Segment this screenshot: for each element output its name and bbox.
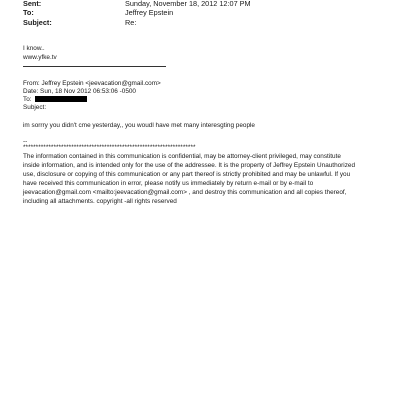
- quoted-subject: Subject:: [23, 104, 47, 111]
- disclaimer-separator: ********************************************************************: [23, 144, 196, 151]
- confidentiality-disclaimer: [23, 152, 373, 206]
- reply-line-1: I know..: [23, 45, 45, 52]
- reply-link[interactable]: www.yfke.tv: [23, 54, 57, 61]
- quoted-body: im sorrry you didn't cme yesterday,, you woudl have met many interesgting people: [23, 122, 255, 129]
- signature-dashes: --: [23, 138, 28, 145]
- subject-label: Subject:: [23, 18, 52, 27]
- sent-value: Sunday, November 18, 2012 12:07 PM: [125, 0, 251, 8]
- quoted-from: From: Jeffrey Epstein <jeevacation@gmail.com>: [23, 80, 161, 87]
- to-value: Jeffrey Epstein: [125, 8, 174, 17]
- disclaimer-line: including all attachments. copyright -all rights reserved: [23, 198, 177, 205]
- subject-row: [23, 18, 393, 29]
- disclaimer-line: have received this communication in error, please notify us immediately by return e-mail or by e-mail to: [23, 180, 314, 187]
- disclaimer-line: The information contained in this communication is confidential, may be attorney-client privileged, may constitute: [23, 153, 341, 160]
- subject-value: Re:: [125, 18, 137, 27]
- quoted-to-label: To:: [23, 96, 32, 103]
- quoted-date: Date: Sun, 18 Nov 2012 06:53:06 -0500: [23, 88, 136, 95]
- disclaimer-line: jeevacation@gmail.com <mailto:jeevacation@gmail.com> , and destroy this communication and all copies thereof,: [23, 189, 347, 196]
- sent-label: Sent:: [23, 0, 42, 8]
- to-label: To:: [23, 8, 34, 17]
- redaction-block: [35, 96, 87, 102]
- disclaimer-line: use, disclosure or copying of this communication or any part thereof is strictly prohibited and may be unlawful. If you: [23, 171, 351, 178]
- reply-divider: [23, 66, 166, 67]
- quoted-to: [23, 96, 87, 104]
- disclaimer-line: inside information, and is intended only for the use of the addressee. It is the property of Jeffrey Epstein Unauthorized: [23, 162, 356, 169]
